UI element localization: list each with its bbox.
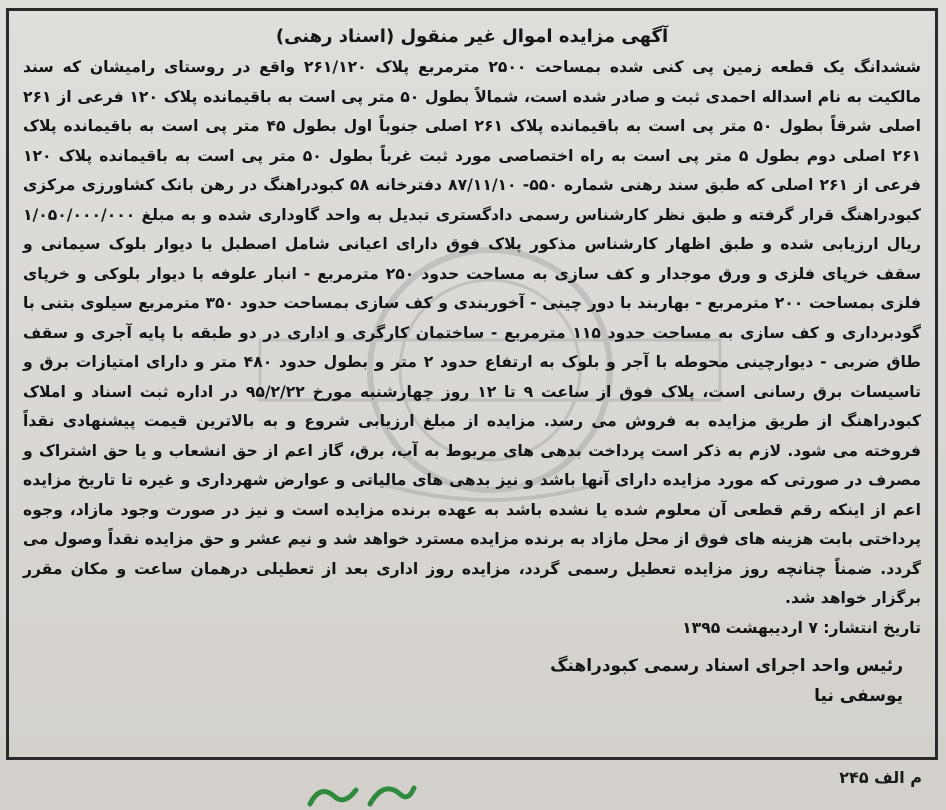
notice-frame [6,8,938,760]
green-logo-mark-icon [300,774,420,810]
notice-code: م الف ۲۴۵ [839,768,922,787]
signature-block [23,651,921,711]
notice-body: ششدانگ یک قطعه زمین پی کنی شده بمساحت ۲۵۰۰ مترمربع پلاک ۲۶۱/۱۲۰ واقع در روستای رامیشان که سند مالکیت به نام اسداله احمدی ثبت و صادر شده است، شمالاً بطول ۵۰ متر پی است به باقیمانده پلاک ۱۲۰ فرعی از ۲۶۱ اصلی شرقاً بطول ۵۰ متر پی است به باقیمانده پلاک ۲۶۱ اصلی جنوباً اول بطول ۴۵ متر پی است به باقیمانده پلاک ۲۶۱ اصلی دوم بطول ۵ متر پی است به راه اختصاصی مورد ثبت غرباً بطول ۵۰ متر پی است به باقیمانده پلاک ۱۲۰ فرعی از ۲۶۱ اصلی که طبق سند رهنی شماره ۵۵۰- ۸۷/۱۱/۱۰ دفترخانه ۵۸ کبودراهنگ در رهن بانک کشاورزی مرکزی کبودراهنگ قرار گرفته و طبق نظر کارشناس رسمی دادگستری تبدیل به واحد گاوداری شده و به مبلغ ۱/۰۵۰/۰۰۰/۰۰۰ ریال ارزیابی شده و طبق اظهار کارشناس مذکور پلاک فوق دارای اعیانی شامل اصطبل با دیوار بلوک سیمانی و سقف خرپای فلزی و ورق موجدار و کف سازی به مساحت حدود ۲۵۰ مترمربع - انبار علوفه با دیوار بلوکی و خرپای فلزی بمساحت ۲۰۰ مترمربع - بهاربند با دور چینی - آخوربندی و کف سازی بمساحت حدود ۳۵۰ مترمربع سیلوی بتنی با گودبرداری و کف سازی به مساحت حدود ۱۱۵ مترمربع - ساختمان کارگری و اداری در دو طبقه با پایه آجری و سقف طاق ضربی - دیوارچینی محوطه با آجر و بلوک به ارتفاع حدود ۲ متر و بطول حدود ۴۸۰ متر و دارای امتیازات برق و تاسیسات برق رسانی است، پلاک فوق از ساعت ۹ تا ۱۲ روز چهارشنبه مورخ ۹۵/۲/۲۲ در اداره ثبت اسناد و املاک کبودراهنگ از طریق مزایده به فروش می رسد. مزایده از مبلغ ارزیابی شروع و به بالاترین قیمت پیشنهادی نقداً فروخته می شود. لازم به ذکر است پرداخت بدهی های مربوط به آب، برق، گاز اعم از حق انشعاب و یا حق اشتراک و مصرف در صورتی که مورد مزایده دارای آنها باشد و نیز بدهی های مالیاتی و عوارض شهرداری و غیره تا تاریخ مزایده اعم از اینکه رقم قطعی آن معلوم شده یا نشده باشد به عهده برنده مزایده است و نیز در صورت وجود مازاد، وجوه پرداختی بابت هزینه های فوق از محل مازاد به برنده مزایده مسترد خواهد شد و نیم عشر و حق مزایده نقداً وصول می گردد. ضمناً چنانچه روز مزایده تعطیل رسمی گردد، مزایده روز اداری بعد از تعطیلی درهمان ساعت و مکان مقرر برگزار خواهد شد. [23,58,922,607]
notice-title: آگهی مزایده اموال غیر منقول (اسناد رهنی) [275,26,669,47]
signature-name: یوسفی نیا [814,685,903,706]
publish-date: تاریخ انتشار: ۷ اردیبهشت ۱۳۹۵ [682,618,921,637]
signature-title: رئیس واحد اجرای اسناد رسمی کبودراهنگ [550,655,903,676]
